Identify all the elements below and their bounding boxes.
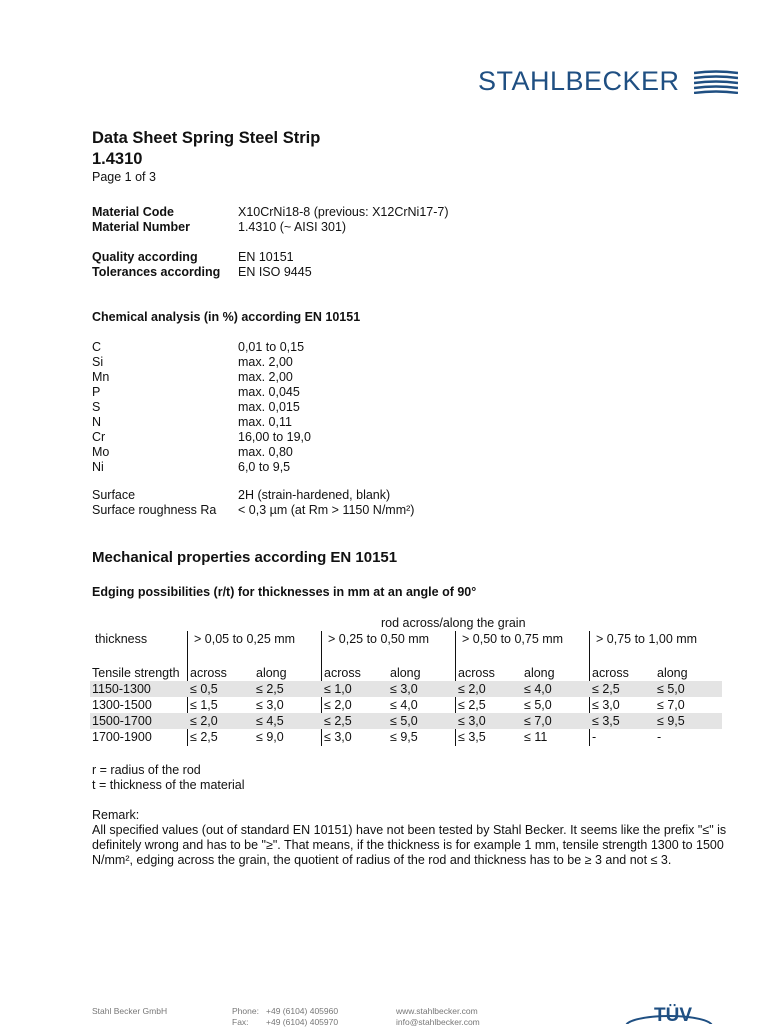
table-row xyxy=(90,681,722,697)
value-cell: ≤ 9,5 xyxy=(657,714,685,728)
thickness-label: thickness xyxy=(95,632,148,646)
quality-value: EN 10151 xyxy=(238,250,294,264)
remark-title: Remark: xyxy=(92,808,140,822)
roughness-label: Surface roughness Ra xyxy=(92,503,217,517)
tensile-label: Tensile strength xyxy=(92,666,180,680)
value-cell: - xyxy=(657,730,662,744)
value-cell: ≤ 4,5 xyxy=(256,714,284,728)
across-header: across xyxy=(324,666,361,680)
value-cell: ≤ 2,0 xyxy=(458,682,486,696)
value-cell: ≤ 2,0 xyxy=(324,698,352,712)
fax-value: +49 (6104) 405970 xyxy=(266,1017,339,1027)
footer-contact xyxy=(232,1006,338,1028)
value-cell: ≤ 5,0 xyxy=(390,714,418,728)
value-cell: ≤ 5,0 xyxy=(524,698,552,712)
value-cell: ≤ 2,5 xyxy=(324,714,352,728)
across-header: across xyxy=(592,666,629,680)
company-logo xyxy=(478,66,738,97)
chem-value: 16,00 to 19,0 xyxy=(238,430,311,444)
across-header: across xyxy=(458,666,495,680)
chem-value: max. 2,00 xyxy=(238,370,293,384)
chem-element: N xyxy=(92,415,102,429)
along-header: along xyxy=(524,666,555,680)
range-header: > 0,25 to 0,50 mm xyxy=(328,632,430,646)
value-cell: ≤ 2,5 xyxy=(190,730,218,744)
chem-value: max. 2,00 xyxy=(238,355,293,369)
chem-element: S xyxy=(92,400,101,414)
wave-lines-icon xyxy=(694,70,738,94)
thickness-header-row xyxy=(92,631,732,649)
along-header: along xyxy=(657,666,688,680)
surface-label: Surface xyxy=(92,488,136,502)
chem-element: P xyxy=(92,385,101,399)
page-title xyxy=(92,128,320,170)
chem-value: max. 0,11 xyxy=(238,415,292,429)
value-cell: ≤ 9,5 xyxy=(390,730,418,744)
chem-value: max. 0,015 xyxy=(238,400,300,414)
chemical-heading: Chemical analysis (in %) according EN 10151 xyxy=(92,310,361,324)
value-cell: ≤ 1,0 xyxy=(324,682,352,696)
value-cell: ≤ 7,0 xyxy=(657,698,685,712)
value-cell: ≤ 2,5 xyxy=(256,682,284,696)
chem-element: C xyxy=(92,340,102,354)
chemistry-list xyxy=(92,340,311,475)
quality-block xyxy=(92,250,312,280)
chem-value: max. 0,045 xyxy=(238,385,300,399)
table-header-row xyxy=(90,665,722,681)
chem-value: 0,01 to 0,15 xyxy=(238,340,305,354)
material-code-value: X10CrNi18-8 (previous: X12CrNi17-7) xyxy=(238,205,449,219)
value-cell: - xyxy=(592,730,597,744)
remark-text: All specified values (out of standard EN 10151) have not been tested by Stahl Becker. It seems like the prefix "≤" is definitely wrong and has to be "≥". That means, if the thickness is for example 1 mm, tensile strength 1300 to 1500 N/mm², edging across the grain, the quotient of radius of the rod and thickness has to be ≥ 3 and not ≤ 3. xyxy=(92,823,727,867)
footer-web xyxy=(396,1006,480,1028)
material-code-label: Material Code xyxy=(92,205,174,219)
value-cell: ≤ 3,0 xyxy=(256,698,284,712)
across-header: across xyxy=(190,666,227,680)
tuv-certification-logo xyxy=(624,1000,714,1024)
value-cell: ≤ 3,5 xyxy=(458,730,486,744)
value-cell: ≤ 1,5 xyxy=(190,698,218,712)
range-header: > 0,75 to 1,00 mm xyxy=(596,632,698,646)
edging-table xyxy=(90,665,722,745)
chem-value: 6,0 to 9,5 xyxy=(238,460,291,474)
tolerances-label: Tolerances according xyxy=(92,265,221,279)
material-number-value: 1.4310 (~ AISI 301) xyxy=(238,220,347,234)
surface-block xyxy=(92,488,414,518)
value-cell: ≤ 3,0 xyxy=(390,682,418,696)
chem-element: Mn xyxy=(92,370,110,384)
value-cell: ≤ 2,5 xyxy=(592,682,620,696)
range-header: > 0,05 to 0,25 mm xyxy=(194,632,296,646)
value-cell: ≤ 3,0 xyxy=(458,714,486,728)
along-header: along xyxy=(390,666,421,680)
legend-r: r = radius of the rod xyxy=(92,763,201,777)
chem-element: Cr xyxy=(92,430,106,444)
surface-value: 2H (strain-hardened, blank) xyxy=(238,488,391,502)
email-link[interactable]: info@stahlbecker.com xyxy=(396,1017,480,1027)
fax-label: Fax: xyxy=(232,1017,249,1027)
legend xyxy=(92,763,245,793)
chem-element: Si xyxy=(92,355,104,369)
chem-element: Mo xyxy=(92,445,110,459)
value-cell: ≤ 3,0 xyxy=(324,730,352,744)
tolerances-value: EN ISO 9445 xyxy=(238,265,312,279)
logo-text: STAHLBECKER xyxy=(478,66,680,96)
legend-t: t = thickness of the material xyxy=(92,778,245,792)
tensile-cell: 1300-1500 xyxy=(92,698,152,712)
value-cell: ≤ 11 xyxy=(524,730,548,744)
roughness-value: < 0,3 µm (at Rm > 1150 N/mm²) xyxy=(238,503,415,517)
along-header: along xyxy=(256,666,287,680)
value-cell: ≤ 0,5 xyxy=(190,682,218,696)
edging-heading: Edging possibilities (r/t) for thicknesses in mm at an angle of 90° xyxy=(92,585,477,599)
tensile-cell: 1700-1900 xyxy=(92,730,152,744)
material-number-label: Material Number xyxy=(92,220,190,234)
tuv-text: TÜV xyxy=(654,1005,692,1024)
value-cell: ≤ 4,0 xyxy=(524,682,552,696)
tensile-cell: 1500-1700 xyxy=(92,714,152,728)
grain-header: rod across/along the grain xyxy=(381,616,526,630)
range-header: > 0,50 to 0,75 mm xyxy=(462,632,564,646)
value-cell: ≤ 4,0 xyxy=(390,698,418,712)
value-cell: ≤ 5,0 xyxy=(657,682,685,696)
value-cell: ≤ 2,0 xyxy=(190,714,218,728)
chem-element: Ni xyxy=(92,460,104,474)
material-block xyxy=(92,205,449,235)
table-row xyxy=(90,713,722,729)
value-cell: ≤ 7,0 xyxy=(524,714,552,728)
quality-label: Quality according xyxy=(92,250,198,264)
website-link[interactable]: www.stahlbecker.com xyxy=(396,1006,478,1016)
footer-company: Stahl Becker GmbH xyxy=(92,1006,168,1016)
value-cell: ≤ 2,5 xyxy=(458,698,486,712)
table-row xyxy=(90,729,722,745)
tensile-cell: 1150-1300 xyxy=(92,682,151,696)
chem-value: max. 0,80 xyxy=(238,445,293,459)
title-line1: Data Sheet Spring Steel Strip xyxy=(92,129,321,147)
phone-label: Phone: xyxy=(232,1006,259,1016)
mechanical-heading: Mechanical properties according EN 10151 xyxy=(92,549,398,566)
title-line2: 1.4310 xyxy=(92,150,143,168)
phone-value: +49 (6104) 405960 xyxy=(266,1006,339,1016)
remark xyxy=(92,808,732,868)
page-number: Page 1 of 3 xyxy=(92,170,156,184)
value-cell: ≤ 3,5 xyxy=(592,714,620,728)
value-cell: ≤ 9,0 xyxy=(256,730,284,744)
value-cell: ≤ 3,0 xyxy=(592,698,620,712)
table-row xyxy=(90,697,722,713)
